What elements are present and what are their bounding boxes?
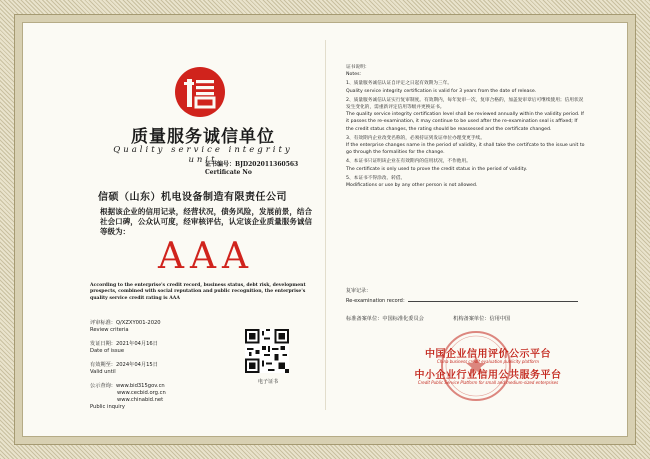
cert-no-label-en: Certificate No [205,169,252,176]
valid-until [90,362,158,376]
note-item: 4、本证书只证明该企业在有效期内的信用状况，不作他用。 [346,159,471,165]
platform-name: 中国企业信用评价公示平台 [425,349,551,360]
valid-label: 有效期至： [90,362,116,368]
inquiry-url[interactable]: www.chinabid.net [117,397,164,403]
cert-no-value: BJD202011360563 [235,161,299,168]
platform-name-en: Credit Public Service Platform for small and medium-sized enterprises [417,380,559,385]
certificate-number [205,161,298,177]
note-item: 1、质量服务诚信认证自评定之日起有效期为三年。 [346,81,453,87]
public-inquiry [90,383,166,411]
qr-caption: 电子证书 [257,379,278,385]
criteria-label: 评审标准： [90,320,116,326]
company-name: 信硕（山东）机电设备制造有限责任公司 [98,192,287,203]
org-value: 信用中国 [489,316,511,322]
criteria-label-en: Review criteria [90,327,129,333]
note-item: The quality service integrity certification level shall be reviewed annually within the validity period. If it passes the re-examination, it may continue to be used after the re-examination seal is affixed; If the credit status changes, the rating should be reassessed and the certificate changed. [346,112,584,132]
issue-label-en: Date of issue [90,348,125,354]
inquiry-url[interactable]: www.bid315gov.cn [115,383,165,389]
certificate-title: 质量服务诚信单位 [131,127,275,147]
note-item: Modifications or use by any other person is not allowed. [346,183,478,189]
issue-value: 2021年04月16日 [115,341,158,347]
inquiry-url[interactable]: www.cecbid.org.cn [117,390,166,396]
valid-value: 2024年04月15日 [115,362,158,368]
org-label: 机构备案单位： [453,316,490,322]
rating-statement-en: According to the enterprise's credit record, business status, debt risk, development prospects, combined with social reputation and public recognition, the enterprise's quality service credit rating is AAA [90,283,306,301]
criteria-value: Q/XZXY001-2020 [115,320,161,326]
inquiry-label: 公示查询： [90,383,116,389]
review-record-label-en: Re-examination record： [346,298,408,304]
note-item: 3、有效期内企业改变名称的，必须持证到发证单位办理变更手续。 [346,135,485,141]
rating-statement-cn: 根据该企业的信用记录，经营状况，债务风险，发展前景，结合社会口碑，公众认可度，经审核评估，认定该企业质量服务诚信等级为： [100,207,312,236]
note-item: 2、质量服务诚信认证实行复审制度。有效期内，每年复审一次，复审合格的，加盖复审章后可继续使用；信用状况发生变化的，需重新评定信用等级并更换证书。 [346,97,584,111]
note-item: Quality service integrity certification is valid for 3 years from the date of release. [346,88,537,94]
reg-unit-value: 中国标准化委员会 [382,316,424,322]
cert-no-label: 证书编号： [205,161,236,168]
xin-logo-icon [174,66,226,118]
review-record-en [346,297,578,304]
credit-grade: AAA [158,236,254,277]
note-item: If the enterprise changes name in the period of validity, it shall take the certifcate to the issue unit to go through the formalities for the change. [346,143,585,156]
notes-title: 证书说明： [346,65,370,70]
platform-name: 中小企业行业信用公共服务平台 [414,370,562,381]
platform-name-en: China business credit evaluation publicity platform [437,359,539,364]
note-item: The certificate is only used to prove the credit status in the period of validity. [346,166,528,172]
center-divider [325,40,326,410]
registration-units [346,315,586,322]
inquiry-label-en: Public inquiry [90,404,125,410]
notes-title-en: Notes： [346,72,365,78]
notes-section [346,64,586,189]
review-record-label: 复审记录： [346,288,372,294]
valid-label-en: Valid until [90,369,116,375]
qr-code[interactable] [245,329,289,373]
reg-unit-label: 标准备案单位： [346,316,383,322]
issue-label: 发证日期： [90,341,116,347]
issue-date [90,341,158,355]
certificate-title-en: Quality service integrity unit [113,145,293,165]
note-item: 5、本证书不得涂改、转借。 [346,175,406,181]
review-criteria [90,320,161,334]
review-record-line [408,301,578,302]
